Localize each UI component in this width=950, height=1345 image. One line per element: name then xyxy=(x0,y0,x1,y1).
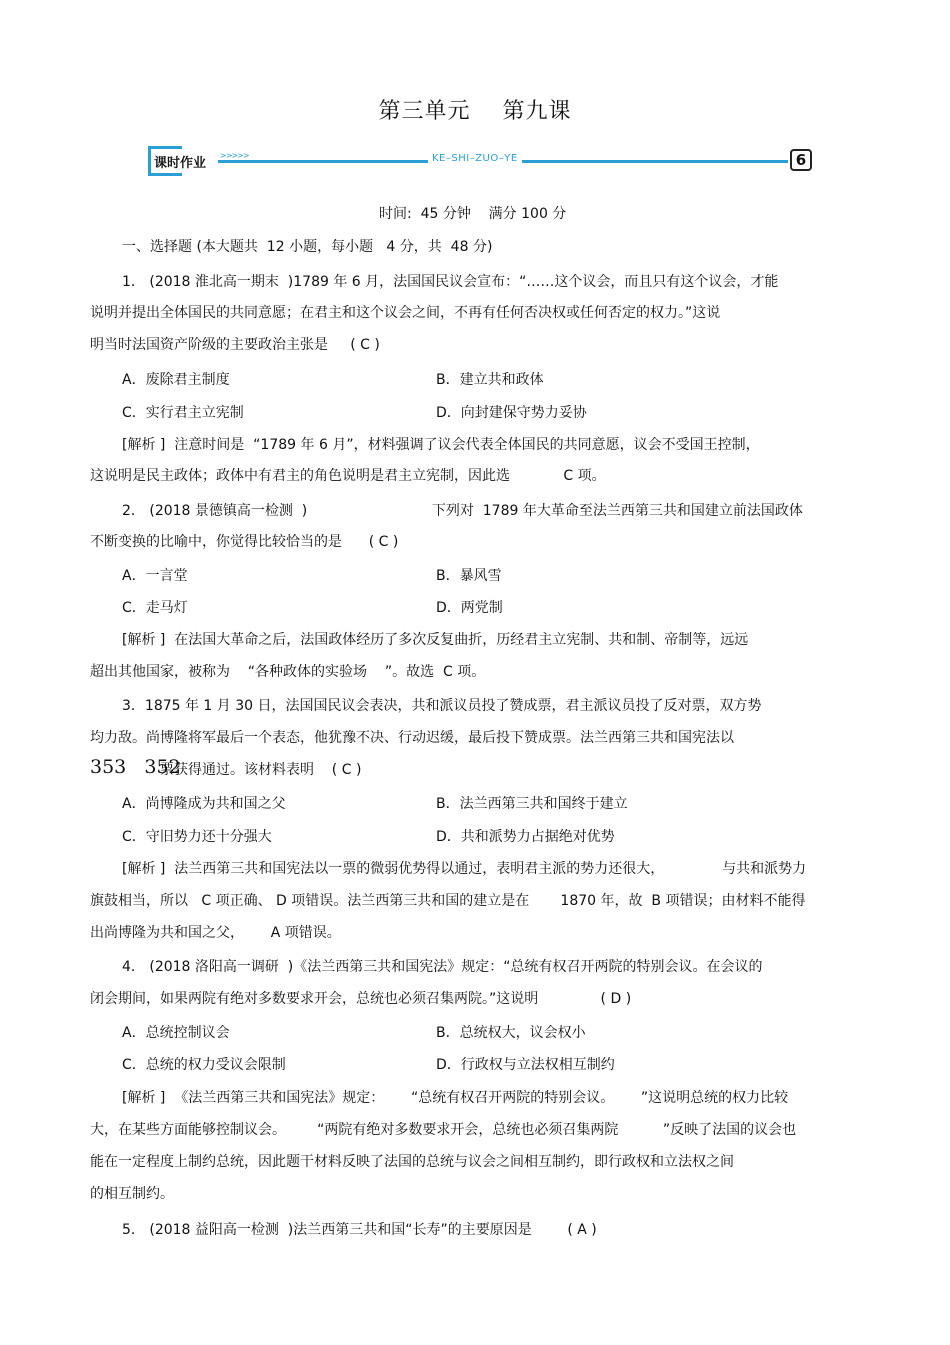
analysis-line: 能在一定程度上制约总统，因此题干材料反映了法国的总统与议会之间相互制约，即行政权和立法权之间 xyxy=(90,1154,734,1170)
option-c: C．实行君主立宪制 xyxy=(122,405,244,421)
question-stem-line: 明当时法国资产阶级的主要政治主张是 ( C ) xyxy=(90,337,380,353)
analysis-line: 出尚博隆为共和国之父， A 项错误。 xyxy=(90,925,341,941)
option-a: A．废除君主制度 xyxy=(122,372,230,388)
analysis-line: 的相互制约。 xyxy=(90,1186,174,1202)
question-stem-line: 1． (2018 淮北高一期末 )1789 年 6 月，法国国民议会宣布：“……这个议会，而且只有这个议会，才能 xyxy=(122,274,779,290)
option-c: C．守旧势力还十分强大 xyxy=(122,829,272,845)
section-title: 一、选择题 (本大题共 12 小题，每小题 4 分，共 48 分) xyxy=(122,239,493,255)
option-c: C．走马灯 xyxy=(122,600,188,616)
option-d: D．共和派势力占据绝对优势 xyxy=(436,829,615,845)
option-a: A．总统控制议会 xyxy=(122,1025,230,1041)
question-stem-line: 票获得通过。该材料表明 ( C ) xyxy=(160,762,362,778)
analysis-line: 大，在某些方面能够控制议会。 “两院有绝对多数要求开会，总统也必须召集两院 ”反映了法国的议会也 xyxy=(90,1122,797,1138)
option-b: B．建立共和政体 xyxy=(436,372,544,388)
option-b: B．法兰西第三共和国终于建立 xyxy=(436,796,628,812)
banner-pinyin: KE–SHI–ZUO–YE xyxy=(428,153,522,164)
analysis-line: [解析 ] 《法兰西第三共和国宪法》规定： “总统有权召开两院的特别会议。 ”这说明总统的权力比较 xyxy=(122,1090,789,1106)
question-stem-line: 不断变换的比喻中，你觉得比较恰当的是 ( C ) xyxy=(90,534,399,550)
option-c: C．总统的权力受议会限制 xyxy=(122,1057,286,1073)
banner-arrows-icon: >>>>> xyxy=(220,151,249,160)
analysis-line: [解析 ] 注意时间是 “1789 年 6 月”，材料强调了议会代表全体国民的共同意愿，议会不受国王控制， xyxy=(122,437,760,453)
option-b: B．总统权大，议会权小 xyxy=(436,1025,586,1041)
analysis-line: 旗鼓相当，所以 C 项正确、 D 项错误。法兰西第三共和国的建立是在 1870 年，故 B 项错误；由材料不能得 xyxy=(90,893,806,909)
option-b: B．暴风雪 xyxy=(436,568,502,584)
option-d: D．行政权与立法权相互制约 xyxy=(436,1057,615,1073)
question-stem-line: 均力敌。尚博隆将军最后一个表态，他犹豫不决、行动迟缓，最后投下赞成票。法兰西第三共和国宪法以 xyxy=(90,730,734,746)
page-title: 第三单元 第九课 xyxy=(378,99,572,124)
option-a: A．尚博隆成为共和国之父 xyxy=(122,796,286,812)
banner-label: 课时作业 xyxy=(154,152,208,171)
analysis-line: 这说明是民主政体；政体中有君主的角色说明是君主立宪制，因此选 C 项。 xyxy=(90,468,606,484)
question-stem-line: 5． (2018 益阳高一检测 )法兰西第三共和国“长寿”的主要原因是 ( A ) xyxy=(122,1222,597,1238)
option-d: D．两党制 xyxy=(436,600,503,616)
question-stem-line: 说明并提出全体国民的共同意愿；在君主和这个议会之间，不再有任何否决权或任何否定的权力。”这说 xyxy=(90,305,721,321)
question-stem-line: 闭会期间，如果两院有绝对多数要求开会，总统也必须召集两院。”这说明 ( D ) xyxy=(90,991,632,1007)
banner-number-badge: 6 xyxy=(790,149,812,171)
time-line: 时间: 45 分钟 满分 100 分 xyxy=(379,206,567,222)
analysis-line: 超出其他国家，被称为 “各种政体的实验场 ”。故选 C 项。 xyxy=(90,664,486,680)
question-stem-line: 4． (2018 洛阳高一调研 )《法兰西第三共和国宪法》规定：“总统有权召开两院的特别会议。在会议的 xyxy=(122,959,763,975)
vote-count: 353 352 xyxy=(90,756,181,778)
section-banner xyxy=(148,146,814,178)
option-d: D．向封建保守势力妥协 xyxy=(436,405,587,421)
analysis-line: [解析 ] 法兰西第三共和国宪法以一票的微弱优势得以通过，表明君主派的势力还很大， 与共和派势力 xyxy=(122,861,807,877)
question-stem-line: 3．1875 年 1 月 30 日，法国国民议会表决，共和派议员投了赞成票，君主派议员投了反对票，双方势 xyxy=(122,698,762,714)
question-stem-line: 2． (2018 景德镇高一检测 ) 下列对 1789 年大革命至法兰西第三共和国建立前法国政体 xyxy=(122,503,803,519)
analysis-line: [解析 ] 在法国大革命之后，法国政体经历了多次反复曲折，历经君主立宪制、共和制、帝制等，远远 xyxy=(122,632,749,648)
option-a: A．一言堂 xyxy=(122,568,188,584)
